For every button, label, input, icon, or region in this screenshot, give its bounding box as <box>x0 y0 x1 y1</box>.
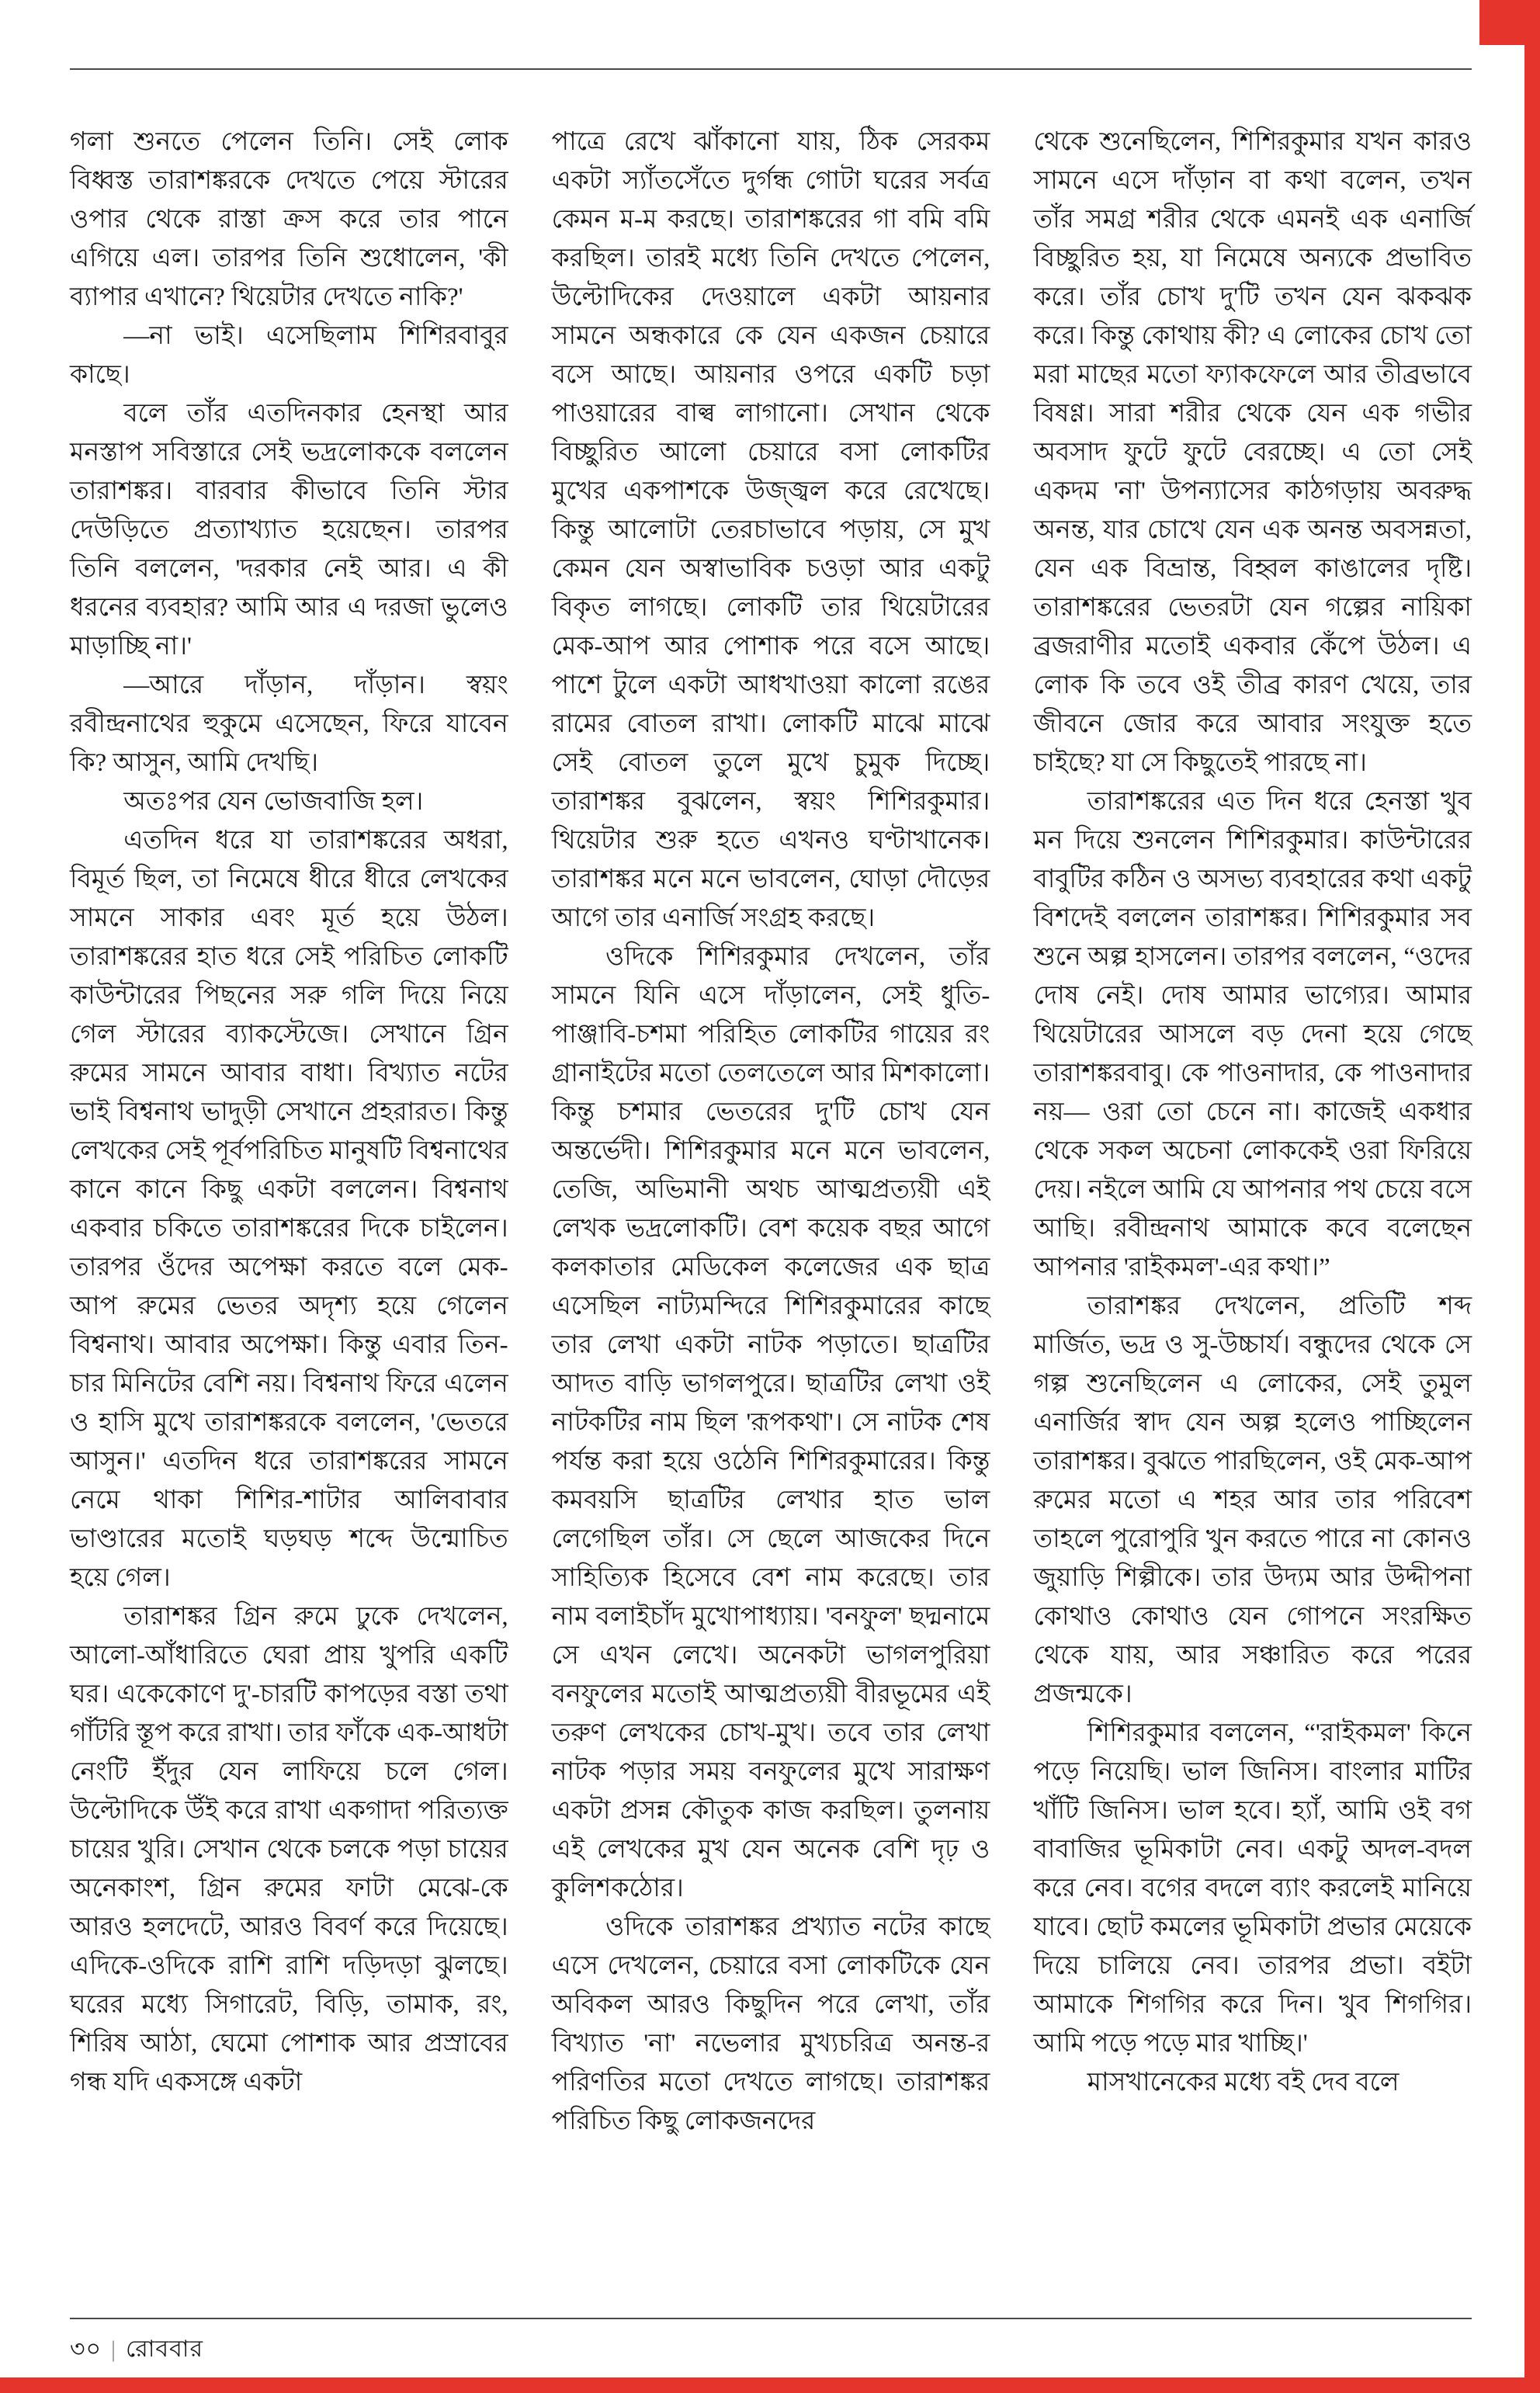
text-column-1 <box>70 123 508 2141</box>
paragraph-dialogue: শিশিরকুমার বললেন, “'রাইকমল' কিনে পড়ে নিয়েছি। ভাল জিনিস। বাংলার মাটির খাঁটি জিনিস। ভাল হবে। হ্যাঁ, আমি ওই বগ বাবাজির ভূমিকাটা নেব। একটু অদল-বদল করে নেব। বগের বদলে ব্যাং করলেই মানিয়ে যাবে। ছোট কমলের ভূমিকাটা প্রভার মেয়েকে দিয়ে চালিয়ে নেব। তারপর প্রভা। বইটা আমাকে শিগগির করে দিন। খুব শিগগির। আমি পড়ে পড়ে মার খাচ্ছি।' <box>1033 1719 1472 2058</box>
top-rule <box>70 68 1472 70</box>
paragraph: তারাশঙ্কর দেখলেন, প্রতিটি শব্দ মার্জিত, ভদ্র ও সু-উচ্চার্য। বন্ধুদের থেকে সে গল্প শুনেছিলেন এ লোকের, সেই তুমুল এনার্জির স্বাদ যেন অল্প হলেও পাচ্ছিলেন তারাশঙ্কর। বুঝতে পারছিলেন, ওই মেক-আপ রুমের মতো এ শহর আর তার পরিবেশ তাহলে পুরোপুরি খুন করতে পারে না কোনও জুয়াড়ি শিল্পীকে। তার উদ্যম আর উদ্দীপনা কোথাও কোথাও যেন গোপনে সংরক্ষিত থেকে যায়, আর সঞ্চারিত করে পরের প্রজন্মকে। <box>1033 1292 1472 1708</box>
paragraph: তারাশঙ্করের এত দিন ধরে হেনস্তা খুব মন দিয়ে শুনলেন শিশিরকুমার। কাউন্টারের বাবুটির কঠিন ও অসভ্য ব্যবহারের কথা একটু বিশদেই বললেন তারাশঙ্কর। শিশিরকুমার সব শুনে অল্প হাসলেন। তারপর বললেন, “ওদের দোষ নেই। দোষ আমার ভাগ্যের। আমার থিয়েটারের আসলে বড় দেনা হয়ে গেছে তারাশঙ্করবাবু। কে পাওনাদার, কে পাওনাদার নয়— ওরা তো চেনে না। কাজেই একধার থেকে সকল অচেনা লোককেই ওরা ফিরিয়ে দেয়। নইলে আমি যে আপনার পথ চেয়ে বসে আছি। রবীন্দ্রনাথ আমাকে কবে বলেছেন আপনার 'রাইকমল'-এর কথা।” <box>1033 788 1472 1281</box>
magazine-name: রোববার <box>126 2336 204 2362</box>
paragraph-dialogue: —আরে দাঁড়ান, দাঁড়ান। স্বয়ং রবীন্দ্রনাথের হুকুমে এসেছেন, ফিরে যাবেন কি? আসুন, আমি দেখছি। <box>70 671 508 777</box>
red-bleed-right-bar <box>1524 0 1540 2393</box>
page-number: ৩০ <box>70 2336 102 2362</box>
paragraph: ওদিকে তারাশঙ্কর প্রখ্যাত নটের কাছে এসে দেখলেন, চেয়ারে বসা লোকটিকে যেন অবিকল আরও কিছুদিন পরে লেখা, তাঁর বিখ্যাত 'না' নভেলার মুখ্যচরিত্র অনন্ত-র পরিণতির মতো দেখতে লাগছে। তারাশঙ্কর পরিচিত কিছু লোকজনদের <box>551 1913 990 2135</box>
page-footer <box>70 2330 203 2370</box>
paragraph: বলে তাঁর এতদিনকার হেনস্থা আর মনস্তাপ সবিস্তারে সেই ভদ্রলোককে বললেন তারাশঙ্কর। বারবার কীভাবে তিনি স্টার দেউড়িতে প্রত্যাখ্যাত হয়েছেন। তারপর তিনি বললেন, 'দরকার নেই আর। এ কী ধরনের ব্যবহার? আমি আর এ দরজা ভুলেও মাড়াচ্ছি না।' <box>70 400 508 661</box>
paragraph: অতঃপর যেন ভোজবাজি হল। <box>123 788 424 816</box>
footer-rule <box>70 2318 1472 2319</box>
paragraph: তারাশঙ্কর গ্রিন রুমে ঢুকে দেখলেন, আলো-আঁধারিতে ঘেরা প্রায় খুপরি একটি ঘর। একেকোণে দু'-চারটি কাপড়ের বস্তা তথা গাঁটরি স্তূপ করে রাখা। তার ফাঁকে এক-আধটা নেংটি ইঁদুর যেন লাফিয়ে চলে গেল। উল্টোদিকে উঁই করে রাখা একগাদা পরিত্যক্ত চায়ের খুরি। সেখান থেকে চলকে পড়া চায়ের অনেকাংশ, গ্রিন রুমের ফাটা মেঝে-কে আরও হলদেটে, আরও বিবর্ণ করে দিয়েছে। এদিকে-ওদিকে রাশি রাশি দড়িদড়া ঝুলছে। ঘরের মধ্যে সিগারেট, বিড়ি, তামাক, রং, শিরিষ আঠা, ঘেমো পোশাক আর প্রস্রাবের গন্ধ যদি একসঙ্গে একটা <box>70 1603 508 2096</box>
article-body <box>70 123 1472 2141</box>
red-corner-mark <box>1479 0 1540 45</box>
red-bleed-bottom-bar <box>0 2377 1540 2393</box>
text-column-3 <box>1033 123 1472 2141</box>
paragraph: থেকে শুনেছিলেন, শিশিরকুমার যখন কারও সামনে এসে দাঁড়ান বা কথা বলেন, তখন তাঁর সমগ্র শরীর থেকে এমনই এক এনার্জি বিচ্ছুরিত হয়, যা নিমেষে অন্যকে প্রভাবিত করে। তাঁর চোখ দু'টি তখন যেন ঝকঝক করে। কিন্তু কোথায় কী? এ লোকের চোখ তো মরা মাছের মতো ফ্যাকফেলে আর তীব্রভাবে বিষণ্ণ। সারা শরীর থেকে যেন এক গভীর অবসাদ ফুটে ফুটে বেরচ্ছে। এ তো সেই একদম 'না' উপন্যাসের কাঠগড়ায় অবরুদ্ধ অনন্ত, যার চোখে যেন এক অনন্ত অবসন্নতা, যেন এক বিভ্রান্ত, বিহ্বল কাঙালের দৃষ্টি। তারাশঙ্করের ভেতরটা যেন গল্পের নায়িকা ব্রজরাণীর মতোই একবার কেঁপে উঠল। এ লোক কি তবে ওই তীব্র কারণ খেয়ে, তার জীবনে জোর করে আবার সংযুক্ত হতে চাইছে? যা সে কিছুতেই পারছে না। <box>1033 128 1472 777</box>
paragraph: পাত্রে রেখে ঝাঁকানো যায়, ঠিক সেরকম একটা স্যাঁতসেঁতে দুর্গন্ধ গোটা ঘরের সর্বত্র কেমন ম-ম করছে। তারাশঙ্করের গা বমি বমি করছিল। তারই মধ্যে তিনি দেখতে পেলেন, উল্টোদিকের দেওয়ালে একটা আয়নার সামনে অন্ধকারে কে যেন একজন চেয়ারে বসে আছে। আয়নার ওপরে একটি চড়া পাওয়ারের বাল্ব লাগানো। সেখান থেকে বিচ্ছুরিত আলো চেয়ারে বসা লোকটির মুখের একপাশকে উজ্জ্বল করে রেখেছে। কিন্তু আলোটা তেরচাভাবে পড়ায়, সে মুখ কেমন যেন অস্বাভাবিক চওড়া আর একটু বিকৃত লাগছে। লোকটি তার থিয়েটারের মেক-আপ আর পোশাক পরে বসে আছে। পাশে টুলে একটা আধখাওয়া কালো রঙের রামের বোতল রাখা। লোকটি মাঝে মাঝে সেই বোতল তুলে মুখে চুমুক দিচ্ছে। তারাশঙ্কর বুঝলেন, স্বয়ং শিশিরকুমার। থিয়েটার শুরু হতে এখনও ঘণ্টাখানেক। তারাশঙ্কর মনে মনে ভাবলেন, ঘোড়া দৌড়ের আগে তার এনার্জি সংগ্রহ করছে। <box>551 128 990 932</box>
paragraph: গলা শুনতে পেলেন তিনি। সেই লোক বিধ্বস্ত তারাশঙ্করকে দেখতে পেয়ে স্টারের ওপার থেকে রাস্তা ক্রস করে তার পানে এগিয়ে এল। তারপর তিনি শুধোলেন, 'কী ব্যাপার এখানে? থিয়েটার দেখতে নাকি?' <box>70 128 508 311</box>
paragraph: ওদিকে শিশিরকুমার দেখলেন, তাঁর সামনে যিনি এসে দাঁড়ালেন, সেই ধুতি-পাঞ্জাবি-চশমা পরিহিত লোকটির গায়ের রং গ্রানাইটের মতো তেলতেলে আর মিশকালো। কিন্তু চশমার ভেতরের দু'টি চোখ যেন অন্তর্ভেদী। শিশিরকুমার মনে মনে ভাবলেন, তেজি, অভিমানী অথচ আত্মপ্রত্যয়ী এই লেখক ভদ্রলোকটি। বেশ কয়েক বছর আগে কলকাতার মেডিকেল কলেজের এক ছাত্র এসেছিল নাট্যমন্দিরে শিশিরকুমারের কাছে তার লেখা একটা নাটক পড়াতে। ছাত্রটির আদত বাড়ি ভাগলপুরে। ছাত্রটির লেখা ওই নাটকটির নাম ছিল 'রূপকথা'। সে নাটক শেষ পর্যন্ত করা হয়ে ওঠেনি শিশিরকুমারের। কিন্তু কমবয়সি ছাত্রটির লেখার হাত ভাল লেগেছিল তাঁর। সে ছেলে আজকের দিনে সাহিত্যিক হিসেবে বেশ নাম করেছে। তার নাম বলাইচাঁদ মুখোপাধ্যায়। 'বনফুল' ছদ্মনামে সে এখন লেখে। অনেকটা ভাগলপুরিয়া বনফুলের মতোই আত্মপ্রত্যয়ী বীরভূমের এই তরুণ লেখকের চোখ-মুখ। তবে তার লেখা নাটক পড়ার সময় বনফুলের মুখে সারাক্ষণ একটা প্রসন্ন কৌতুক কাজ করছিল। তুলনায় এই লেখকের মুখ যেন অনেক বেশি দৃঢ় ও কুলিশকঠোর। <box>551 943 990 1902</box>
text-column-2 <box>552 123 990 2141</box>
paragraph: মাসখানেকের মধ্যে বই দেব বলে <box>1087 2069 1400 2096</box>
paragraph: এতদিন ধরে যা তারাশঙ্করের অধরা, বিমূর্ত ছিল, তা নিমেষে ধীরে ধীরে লেখকের সামনে সাকার এবং মূর্ত হয়ে উঠল। তারাশঙ্করের হাত ধরে সেই পরিচিত লোকটি কাউন্টারের পিছনের সরু গলি দিয়ে নিয়ে গেল স্টারের ব্যাকস্টেজে। সেখানে গ্রিন রুমের সামনে আবার বাধা। বিখ্যাত নটের ভাই বিশ্বনাথ ভাদুড়ী সেখানে প্রহরারত। কিন্তু লেখকের সেই পূর্বপরিচিত মানুষটি বিশ্বনাথের কানে কানে কিছু একটা বললেন। বিশ্বনাথ একবার চকিতে তারাশঙ্করের দিকে চাইলেন। তারপর ওঁদের অপেক্ষা করতে বলে মেক-আপ রুমের ভেতর অদৃশ্য হয়ে গেলেন বিশ্বনাথ। আবার অপেক্ষা। কিন্তু এবার তিন-চার মিনিটের বেশি নয়। বিশ্বনাথ ফিরে এলেন ও হাসি মুখে তারাশঙ্করকে বললেন, 'ভেতরে আসুন।' এতদিন ধরে তারাশঙ্করের সামনে নেমে থাকা শিশির-শাটার আলিবাবার ভাণ্ডারের মতোই ঘড়ঘড় শব্দে উন্মোচিত হয়ে গেল। <box>70 827 508 1592</box>
footer-separator: | <box>111 2336 117 2362</box>
paragraph-dialogue: —না ভাই। এসেছিলাম শিশিরবাবুর কাছে। <box>70 322 508 389</box>
